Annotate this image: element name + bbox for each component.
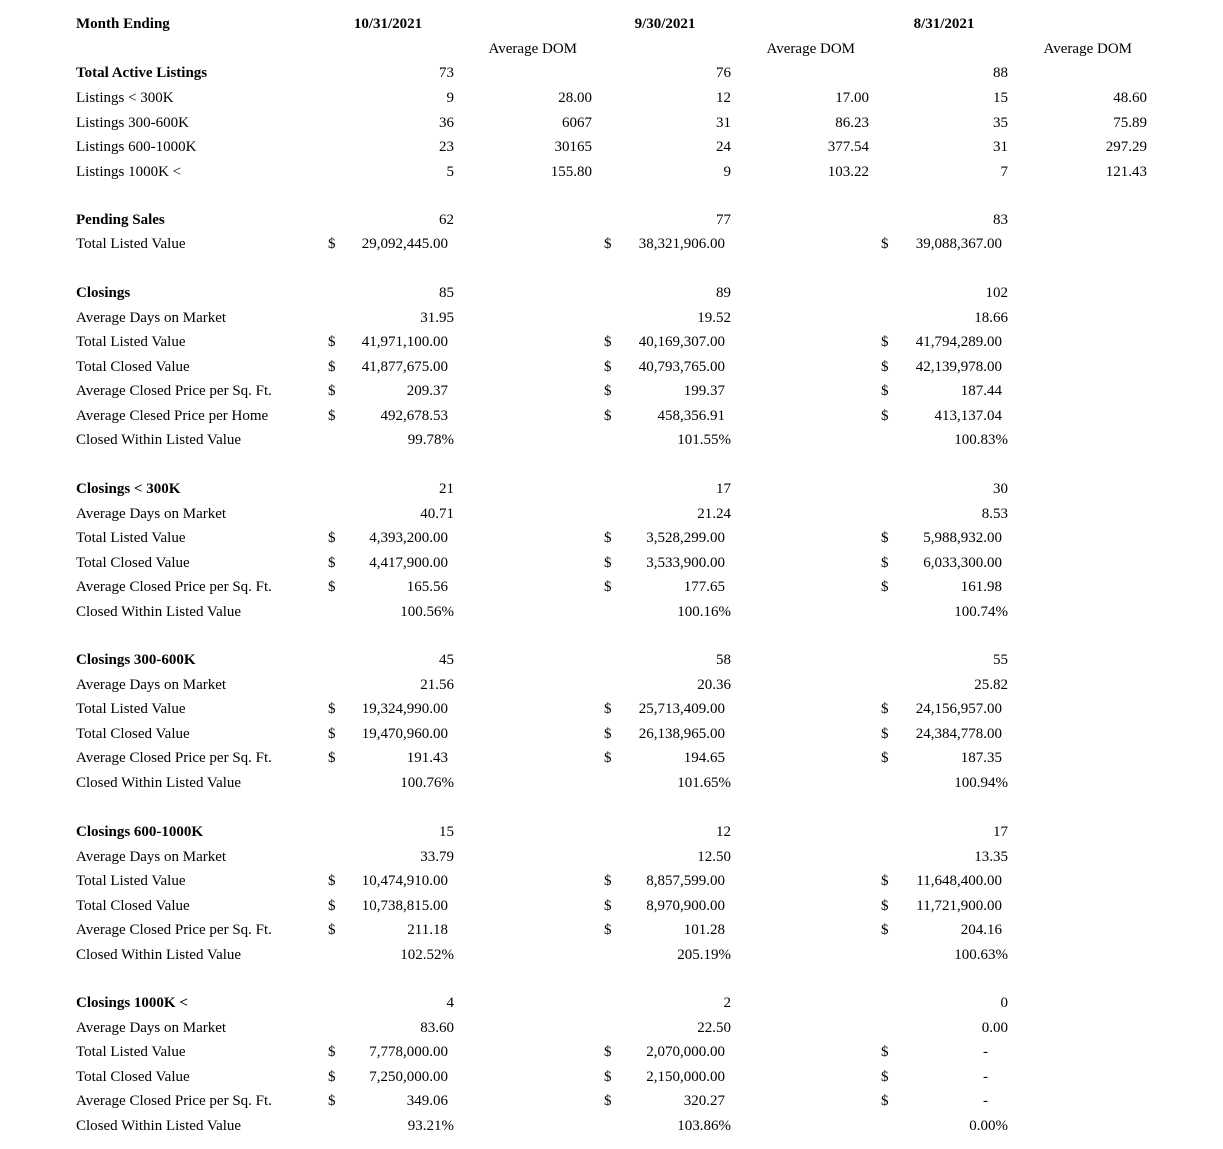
c600-sqft: 194.65 [683,750,725,766]
dollar-sign: $ [328,897,336,914]
cover-sqft: - [983,1093,988,1109]
c600-sqft: 187.35 [960,750,1002,766]
dollar-sign: $ [604,873,612,889]
listing-count: 36 [439,114,454,131]
listing-count: 12 [716,90,731,106]
c1000-listed: 8,857,599.00 [646,873,725,889]
closings-listed: 40,169,307.00 [638,334,725,350]
within-listed-label: Closed Within Listed Value [76,603,242,620]
listing-dom: 30165 [554,139,592,155]
c300-count: 21 [439,481,454,497]
pending-listed-label: Total Listed Value [76,236,186,252]
dollar-sign: $ [604,236,612,252]
c300-dom: 21.24 [697,505,731,522]
closings-sqft: 209.37 [406,383,448,399]
closings-listed: 41,794,289.00 [915,334,1002,350]
dollar-sign: $ [328,1068,336,1085]
c300-closed: 4,417,900.00 [369,554,448,571]
closings-title: Closings [76,285,131,301]
cover-count: 0 [1000,995,1008,1011]
listing-dom: 6067 [562,114,592,131]
c1000-listed: 11,648,400.00 [916,873,1002,889]
c300-sqft: 165.56 [406,579,448,595]
dollar-sign: $ [604,922,612,938]
closings-home: 458,356.91 [657,407,725,424]
total-listed-label: Total Listed Value [76,701,186,717]
total-listed-label: Total Listed Value [76,1044,186,1060]
listing-dom: 17.00 [835,90,869,106]
pending-listed-value: 38,321,906.00 [638,236,725,252]
average-days-label: Average Days on Market [76,505,227,522]
c600-dom: 25.82 [974,676,1008,693]
c600-within: 100.76% [400,774,454,791]
dollar-sign: $ [328,1093,336,1109]
dollar-sign: $ [604,1068,612,1085]
dollar-sign: $ [604,407,612,424]
pending-sales-title: Pending Sales [76,212,165,228]
c600-listed: 24,156,957.00 [915,701,1002,717]
dollar-sign: $ [881,236,889,252]
listing-row-label: Listings 300-600K [76,114,189,131]
dollar-sign: $ [881,530,889,546]
dollar-sign: $ [881,407,889,424]
c1000-dom: 33.79 [420,848,454,865]
total-closed-label: Total Closed Value [76,358,190,375]
dollar-sign: $ [604,725,612,742]
c300-within: 100.56% [400,603,454,620]
listing-dom: 75.89 [1113,114,1147,131]
month-header: 10/31/2021 [353,16,423,32]
pending-listed-value: 39,088,367.00 [915,236,1002,252]
total-listed-label: Total Listed Value [76,334,186,350]
cover-sqft: 349.06 [406,1093,448,1109]
c1000-dom: 13.35 [974,848,1008,865]
listing-count: 23 [439,139,454,155]
pending-count: 83 [993,212,1008,228]
listing-row-label: Listings < 300K [76,90,174,106]
dollar-sign: $ [604,701,612,717]
within-listed-label: Closed Within Listed Value [76,946,242,963]
pending-listed-value: 29,092,445.00 [361,236,448,252]
price-sqft-label: Average Closed Price per Sq. Ft. [76,579,272,595]
c600-sqft: 191.43 [406,750,448,766]
c300-listed: 5,988,932.00 [923,530,1002,546]
c1000-within: 100.63% [954,946,1008,963]
c600-within: 101.65% [677,774,731,791]
listing-count: 5 [446,163,454,180]
dollar-sign: $ [604,530,612,546]
closings-sqft: 187.44 [960,383,1002,399]
average-dom-header: Average DOM [488,41,577,57]
listing-dom: 377.54 [827,139,869,155]
c600-closed: 24,384,778.00 [915,725,1002,742]
dollar-sign: $ [881,358,889,375]
dollar-sign: $ [328,358,336,375]
listing-count: 31 [993,139,1008,155]
dollar-sign: $ [604,579,612,595]
c1000-closed: 8,970,900.00 [646,897,725,914]
cover-within: 93.21% [407,1117,454,1134]
cover-listed: 2,070,000.00 [646,1044,725,1060]
listing-dom: 28.00 [558,90,592,106]
c1000-sqft: 211.18 [407,922,448,938]
c300-within: 100.16% [677,603,731,620]
dollar-sign: $ [328,750,336,766]
c1000-count: 15 [439,824,454,840]
dollar-sign: $ [881,1044,889,1060]
total-closed-label: Total Closed Value [76,725,190,742]
closings-closed: 41,877,675.00 [361,358,448,375]
cover-closed: 2,150,000.00 [646,1068,725,1085]
dollar-sign: $ [604,334,612,350]
dollar-sign: $ [604,897,612,914]
dollar-sign: $ [881,701,889,717]
closings-within: 99.78% [407,432,454,448]
c600-count: 45 [439,652,454,668]
dollar-sign: $ [328,922,336,938]
c1000-dom: 12.50 [697,848,731,865]
c600-within: 100.94% [954,774,1008,791]
dollar-sign: $ [881,725,889,742]
price-home-label: Average Clesed Price per Home [76,407,269,424]
pending-count: 62 [439,212,454,228]
closings-home: 492,678.53 [380,407,448,424]
listing-count: 9 [723,163,731,180]
c600-count: 55 [993,652,1008,668]
closings-closed: 42,139,978.00 [915,358,1002,375]
dollar-sign: $ [328,725,336,742]
c1000-title: Closings 600-1000K [76,824,204,840]
within-listed-label: Closed Within Listed Value [76,1117,242,1134]
closings-dom: 19.52 [697,309,731,326]
total-listed-label: Total Listed Value [76,530,186,546]
listing-dom: 86.23 [835,114,869,131]
listing-row-label: Listings 1000K < [76,163,182,180]
listing-dom: 103.22 [827,163,869,180]
active-total: 76 [716,65,731,81]
cover-closed: 7,250,000.00 [369,1068,448,1085]
c1000-count: 12 [716,824,731,840]
c300-within: 100.74% [954,603,1008,620]
dollar-sign: $ [328,407,336,424]
c1000-within: 205.19% [677,946,731,963]
cover-count: 4 [446,995,454,1011]
c600-listed: 25,713,409.00 [638,701,725,717]
cover-listed: - [983,1044,988,1060]
dollar-sign: $ [328,873,336,889]
c1000-count: 17 [993,824,1008,840]
total-listed-label: Total Listed Value [76,873,186,889]
cover-title: Closings 1000K < [76,995,188,1011]
c1000-listed: 10,474,910.00 [361,873,448,889]
listing-count: 15 [993,90,1008,106]
c300-sqft: 161.98 [960,579,1002,595]
c300-dom: 40.71 [420,505,454,522]
closings-count: 102 [985,285,1008,301]
pending-count: 77 [716,212,731,228]
within-listed-label: Closed Within Listed Value [76,774,242,791]
dollar-sign: $ [881,750,889,766]
c600-dom: 20.36 [697,676,731,693]
c300-listed: 4,393,200.00 [369,530,448,546]
c300-closed: 6,033,300.00 [923,554,1002,571]
dollar-sign: $ [604,750,612,766]
c1000-sqft: 204.16 [960,922,1002,938]
c300-sqft: 177.65 [683,579,725,595]
c600-count: 58 [716,652,731,668]
dollar-sign: $ [881,579,889,595]
total-closed-label: Total Closed Value [76,897,190,914]
price-sqft-label: Average Closed Price per Sq. Ft. [76,750,272,766]
closings-count: 89 [716,285,731,301]
closings-count: 85 [439,285,454,301]
dollar-sign: $ [881,1093,889,1109]
dollar-sign: $ [328,554,336,571]
dollar-sign: $ [328,701,336,717]
header-month-ending: Month Ending [76,16,170,32]
dollar-sign: $ [328,1044,336,1060]
closings-dom: 18.66 [974,309,1008,326]
average-dom-header: Average DOM [1043,41,1132,57]
c300-dom: 8.53 [981,505,1008,522]
dollar-sign: $ [328,334,336,350]
dollar-sign: $ [328,383,336,399]
listing-dom: 297.29 [1105,139,1147,155]
closings-closed: 40,793,765.00 [638,358,725,375]
c600-closed: 19,470,960.00 [361,725,448,742]
cover-closed: - [983,1068,988,1085]
c600-dom: 21.56 [420,676,454,693]
listing-count: 7 [1000,163,1008,180]
cover-dom: 83.60 [420,1019,454,1036]
dollar-sign: $ [604,1044,612,1060]
c1000-within: 102.52% [400,946,454,963]
cover-within: 0.00% [969,1117,1008,1134]
listing-dom: 121.43 [1105,163,1147,180]
dollar-sign: $ [881,383,889,399]
listing-count: 35 [993,114,1008,131]
active-listings-title: Total Active Listings [76,65,208,81]
dollar-sign: $ [881,334,889,350]
closings-home: 413,137.04 [934,407,1002,424]
cover-dom: 22.50 [697,1019,731,1036]
price-sqft-label: Average Closed Price per Sq. Ft. [76,383,272,399]
average-days-label: Average Days on Market [76,848,227,865]
cover-sqft: 320.27 [683,1093,725,1109]
dollar-sign: $ [328,579,336,595]
c300-title: Closings < 300K [76,481,181,497]
price-sqft-label: Average Closed Price per Sq. Ft. [76,1093,272,1109]
dollar-sign: $ [328,236,336,252]
listing-count: 24 [716,139,731,155]
dollar-sign: $ [881,1068,889,1085]
total-closed-label: Total Closed Value [76,1068,190,1085]
c1000-sqft: 101.28 [683,922,725,938]
dollar-sign: $ [881,554,889,571]
c600-closed: 26,138,965.00 [638,725,725,742]
c300-count: 30 [993,481,1008,497]
month-header: 8/31/2021 [913,16,975,32]
c1000-closed: 10,738,815.00 [361,897,448,914]
closings-within: 100.83% [954,432,1008,448]
listing-dom: 155.80 [550,163,592,180]
active-total: 73 [439,65,454,81]
total-closed-label: Total Closed Value [76,554,190,571]
closings-sqft: 199.37 [683,383,725,399]
closings-within: 101.55% [677,432,731,448]
listing-row-label: Listings 600-1000K [76,139,197,155]
dollar-sign: $ [604,554,612,571]
listing-dom: 48.60 [1113,90,1147,106]
dollar-sign: $ [881,897,889,914]
dollar-sign: $ [328,530,336,546]
dollar-sign: $ [881,873,889,889]
listing-count: 9 [446,90,454,106]
c300-count: 17 [716,481,731,497]
month-header: 9/30/2021 [634,16,696,32]
cover-dom: 0.00 [981,1019,1008,1036]
cover-count: 2 [723,995,731,1011]
active-total: 88 [993,65,1008,81]
c600-listed: 19,324,990.00 [361,701,448,717]
price-sqft-label: Average Closed Price per Sq. Ft. [76,922,272,938]
within-listed-label: Closed Within Listed Value [76,432,242,448]
c600-title: Closings 300-600K [76,652,196,668]
cover-listed: 7,778,000.00 [369,1044,448,1060]
c300-closed: 3,533,900.00 [646,554,725,571]
average-days-label: Average Days on Market [76,309,227,326]
cover-within: 103.86% [677,1117,731,1134]
listing-count: 31 [716,114,731,131]
average-dom-header: Average DOM [766,41,855,57]
average-days-label: Average Days on Market [76,676,227,693]
closings-listed: 41,971,100.00 [361,334,448,350]
dollar-sign: $ [604,358,612,375]
average-days-label: Average Days on Market [76,1019,227,1036]
dollar-sign: $ [604,383,612,399]
closings-dom: 31.95 [420,309,454,326]
c1000-closed: 11,721,900.00 [916,897,1002,914]
dollar-sign: $ [604,1093,612,1109]
c300-listed: 3,528,299.00 [646,530,725,546]
dollar-sign: $ [881,922,889,938]
